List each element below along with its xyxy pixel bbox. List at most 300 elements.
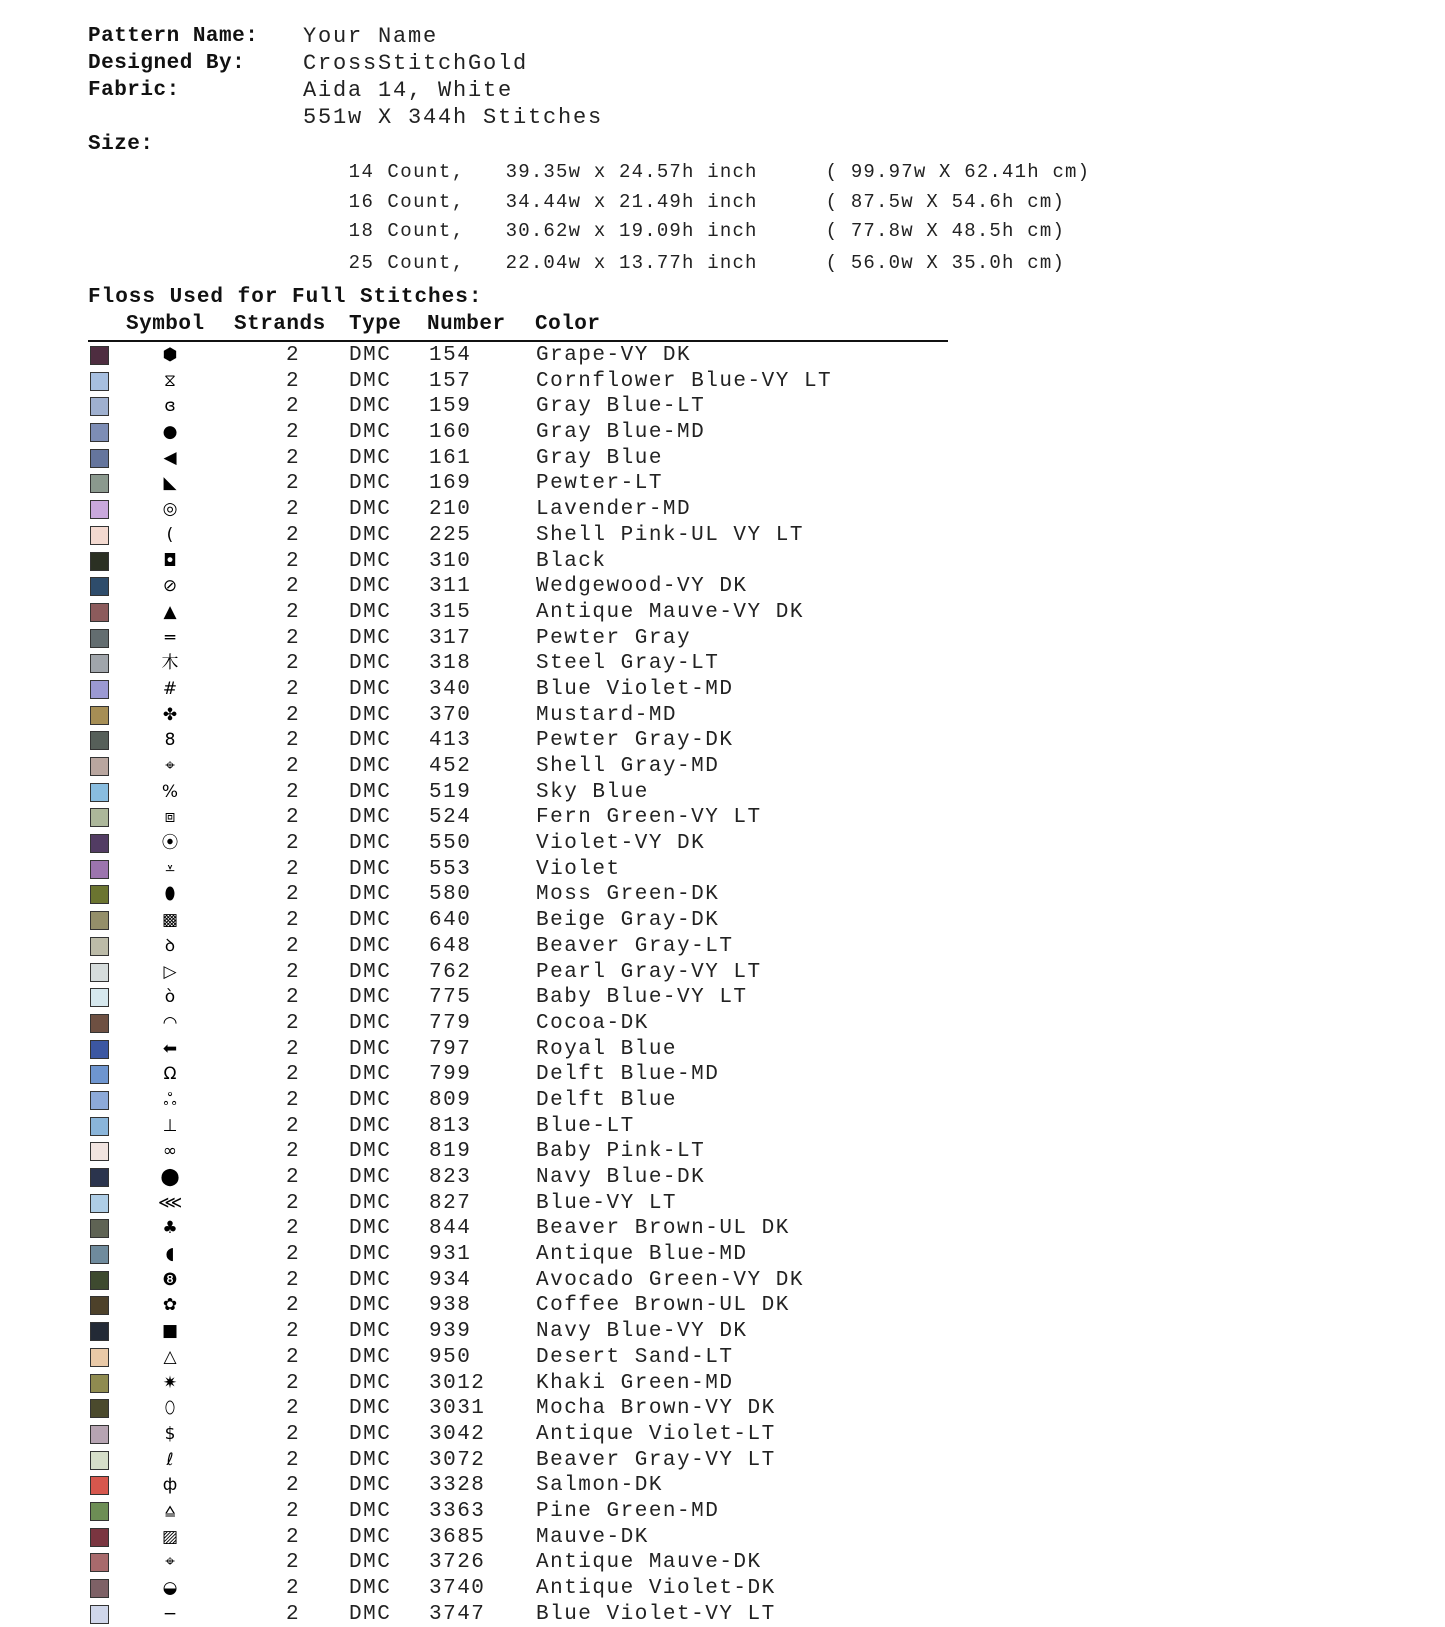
table-row	[0, 703, 1445, 729]
number-cell: 3685	[429, 1525, 486, 1549]
stitch-symbol-icon: ò	[164, 987, 176, 1008]
type-cell: DMC	[349, 934, 392, 958]
color-swatch	[90, 1014, 109, 1033]
strands-cell: 2	[286, 677, 301, 701]
type-cell: DMC	[349, 806, 392, 830]
stitch-symbol-icon: (	[166, 524, 174, 545]
number-cell: 169	[429, 472, 472, 496]
color-name-cell: Black	[536, 549, 607, 573]
strands-cell: 2	[286, 446, 301, 470]
number-cell: 311	[429, 575, 472, 599]
table-row	[0, 857, 1445, 883]
number-cell: 519	[429, 780, 472, 804]
color-name-cell: Sky Blue	[536, 780, 649, 804]
number-cell: 3363	[429, 1499, 486, 1523]
type-cell: DMC	[349, 600, 392, 624]
color-swatch	[90, 372, 109, 391]
strands-cell: 2	[286, 1140, 301, 1164]
number-cell: 452	[429, 755, 472, 778]
color-swatch	[90, 1117, 109, 1136]
color-swatch	[90, 654, 109, 673]
type-cell: DMC	[349, 421, 392, 445]
stitch-symbol-icon: ●	[162, 422, 178, 443]
color-swatch	[90, 1502, 109, 1521]
strands-cell: 2	[286, 1191, 301, 1215]
type-cell: DMC	[349, 1577, 392, 1600]
stitch-symbol-icon: ⌖	[165, 1552, 175, 1573]
size-cm: ( 56.0w X 35.0h cm)	[825, 252, 1066, 274]
size-cm: ( 99.97w X 62.41h cm)	[825, 161, 1091, 183]
designed-by-label: Designed By:	[88, 52, 246, 75]
stitch-symbol-icon: ◎	[162, 499, 178, 520]
table-row	[0, 523, 1445, 549]
color-name-cell: Desert Sand-LT	[536, 1345, 734, 1369]
stitch-count-value: 551w X 344h Stitches	[303, 105, 604, 130]
type-cell: DMC	[349, 549, 392, 573]
designed-by-value: CrossStitchGold	[303, 51, 529, 76]
number-cell: 370	[429, 703, 472, 727]
number-cell: 648	[429, 934, 472, 958]
number-cell: 3747	[429, 1602, 486, 1626]
type-cell: DMC	[349, 909, 392, 933]
table-row	[0, 780, 1445, 806]
table-row	[0, 1422, 1445, 1448]
strands-cell: 2	[286, 1422, 301, 1446]
table-row	[0, 1114, 1445, 1140]
color-name-cell: Wedgewood-VY DK	[536, 575, 748, 599]
stitch-symbol-icon: ◠	[162, 1012, 178, 1033]
color-name-cell: Delft Blue	[536, 1088, 678, 1112]
number-cell: 160	[429, 421, 472, 445]
table-row	[0, 1139, 1445, 1165]
strands-cell: 2	[286, 1037, 301, 1061]
color-name-cell: Khaki Green-MD	[536, 1371, 734, 1395]
color-swatch	[90, 346, 109, 365]
color-swatch	[90, 500, 109, 519]
stitch-symbol-icon: ⩡	[165, 858, 175, 879]
color-swatch	[90, 1168, 109, 1187]
type-cell: DMC	[349, 575, 392, 599]
type-cell: DMC	[349, 960, 392, 984]
type-cell: DMC	[349, 1088, 392, 1112]
stitch-symbol-icon: ❽	[162, 1269, 178, 1290]
number-cell: 317	[429, 626, 472, 650]
table-row	[0, 934, 1445, 960]
stitch-symbol-icon: Ω	[163, 1064, 177, 1085]
color-swatch	[90, 988, 109, 1007]
type-cell: DMC	[349, 1602, 392, 1626]
type-cell: DMC	[349, 1268, 392, 1292]
table-row	[0, 497, 1445, 523]
type-cell: DMC	[349, 1294, 392, 1318]
floss-section-title: Floss Used for Full Stitches:	[88, 286, 483, 309]
stitch-symbol-icon: ■	[161, 1321, 179, 1342]
color-swatch	[90, 834, 109, 853]
color-swatch	[90, 526, 109, 545]
color-swatch	[90, 937, 109, 956]
stitch-symbol-icon: ⋘	[158, 1192, 183, 1213]
table-row	[0, 420, 1445, 446]
stitch-symbol-icon: ⌖	[165, 756, 175, 776]
number-cell: 813	[429, 1114, 472, 1138]
table-row	[0, 343, 1445, 369]
color-swatch	[90, 1194, 109, 1213]
stitch-symbol-icon: ▨	[161, 1526, 179, 1547]
color-swatch	[90, 783, 109, 802]
strands-cell: 2	[286, 1243, 301, 1267]
color-swatch	[90, 1219, 109, 1238]
color-name-cell: Gray Blue-MD	[536, 421, 706, 445]
size-count: 16 Count,	[348, 191, 465, 213]
type-cell: DMC	[349, 857, 392, 881]
strands-cell: 2	[286, 832, 301, 856]
color-swatch	[90, 1245, 109, 1264]
table-row	[0, 1242, 1445, 1268]
type-cell: DMC	[349, 344, 392, 367]
color-name-cell: Delft Blue-MD	[536, 1063, 720, 1087]
number-cell: 779	[429, 1011, 472, 1035]
stitch-symbol-icon: ▷	[163, 961, 177, 982]
color-swatch	[90, 1065, 109, 1084]
number-cell: 797	[429, 1037, 472, 1061]
stitch-symbol-icon: ஃ	[163, 1089, 177, 1110]
type-cell: DMC	[349, 703, 392, 727]
stitch-symbol-icon: ⊥	[162, 1115, 178, 1136]
strands-cell: 2	[286, 1371, 301, 1395]
stitch-symbol-icon: −	[162, 1603, 178, 1624]
color-name-cell: Antique Violet-LT	[536, 1422, 776, 1446]
color-swatch	[90, 1322, 109, 1341]
type-cell: DMC	[349, 626, 392, 650]
table-row	[0, 1550, 1445, 1576]
color-name-cell: Baby Pink-LT	[536, 1140, 706, 1164]
number-cell: 310	[429, 549, 472, 573]
header-color: Color	[535, 313, 601, 336]
color-name-cell: Pewter Gray-DK	[536, 729, 734, 753]
table-row	[0, 985, 1445, 1011]
color-swatch	[90, 1091, 109, 1110]
table-row	[0, 805, 1445, 831]
color-name-cell: Moss Green-DK	[536, 883, 720, 907]
stitch-symbol-icon: ▩	[161, 910, 179, 931]
color-name-cell: Salmon-DK	[536, 1474, 663, 1498]
type-cell: DMC	[349, 472, 392, 496]
type-cell: DMC	[349, 1551, 392, 1575]
strands-cell: 2	[286, 1166, 301, 1189]
color-name-cell: Violet	[536, 857, 621, 881]
table-row	[0, 1037, 1445, 1063]
stitch-symbol-icon: ℓ	[166, 1449, 174, 1470]
number-cell: 799	[429, 1063, 472, 1087]
type-cell: DMC	[349, 1114, 392, 1138]
type-cell: DMC	[349, 1474, 392, 1498]
strands-cell: 2	[286, 1320, 301, 1344]
color-swatch	[90, 1296, 109, 1315]
strands-cell: 2	[286, 1268, 301, 1292]
stitch-symbol-icon: ф	[162, 1475, 178, 1496]
color-swatch	[90, 808, 109, 827]
table-row	[0, 677, 1445, 703]
number-cell: 315	[429, 600, 472, 624]
color-swatch	[90, 1553, 109, 1572]
color-name-cell: Pine Green-MD	[536, 1499, 720, 1523]
type-cell: DMC	[349, 1191, 392, 1215]
type-cell: DMC	[349, 755, 392, 778]
strands-cell: 2	[286, 1217, 301, 1241]
header-type: Type	[349, 313, 402, 336]
color-name-cell: Beaver Gray-VY LT	[536, 1448, 776, 1472]
color-swatch	[90, 757, 109, 776]
number-cell: 340	[429, 677, 472, 701]
color-name-cell: Shell Pink-UL VY LT	[536, 523, 804, 547]
color-swatch	[90, 911, 109, 930]
size-cm: ( 87.5w X 54.6h cm)	[825, 191, 1066, 213]
strands-cell: 2	[286, 549, 301, 573]
number-cell: 413	[429, 729, 472, 753]
color-swatch	[90, 1425, 109, 1444]
color-name-cell: Blue Violet-MD	[536, 677, 734, 701]
color-name-cell: Cornflower Blue-VY LT	[536, 369, 833, 393]
number-cell: 553	[429, 857, 472, 881]
color-swatch	[90, 1579, 109, 1598]
number-cell: 827	[429, 1191, 472, 1215]
table-row	[0, 446, 1445, 472]
number-cell: 524	[429, 806, 472, 830]
stitch-symbol-icon: ◘	[163, 550, 177, 571]
table-row	[0, 754, 1445, 780]
fabric-label: Fabric:	[88, 79, 180, 102]
color-name-cell: Beaver Brown-UL DK	[536, 1217, 790, 1241]
strands-cell: 2	[286, 1345, 301, 1369]
color-swatch	[90, 731, 109, 750]
size-count: 14 Count,	[348, 161, 465, 183]
table-row	[0, 1448, 1445, 1474]
color-name-cell: Navy Blue-VY DK	[536, 1320, 748, 1344]
color-name-cell: Blue-LT	[536, 1114, 635, 1138]
color-name-cell: Shell Gray-MD	[536, 755, 720, 778]
stitch-symbol-icon: %	[161, 781, 179, 802]
number-cell: 154	[429, 344, 472, 367]
strands-cell: 2	[286, 1499, 301, 1523]
color-swatch	[90, 1476, 109, 1495]
stitch-symbol-icon: ⬮	[164, 884, 176, 905]
color-swatch	[90, 474, 109, 493]
stitch-symbol-icon: ♣	[162, 1218, 178, 1239]
table-row	[0, 626, 1445, 652]
color-name-cell: Mauve-DK	[536, 1525, 649, 1549]
color-name-cell: Pearl Gray-VY LT	[536, 960, 762, 984]
type-cell: DMC	[349, 1217, 392, 1241]
stitch-symbol-icon: 8	[164, 730, 176, 751]
table-row	[0, 1499, 1445, 1525]
type-cell: DMC	[349, 883, 392, 907]
type-cell: DMC	[349, 1448, 392, 1472]
strands-cell: 2	[286, 1525, 301, 1549]
number-cell: 809	[429, 1088, 472, 1112]
table-row	[0, 1268, 1445, 1294]
color-name-cell: Avocado Green-VY DK	[536, 1268, 804, 1292]
stitch-symbol-icon: ⬢	[162, 345, 178, 365]
strands-cell: 2	[286, 1294, 301, 1318]
color-swatch	[90, 1605, 109, 1624]
size-inch: 22.04w x 13.77h inch	[505, 252, 758, 274]
table-row	[0, 1525, 1445, 1551]
stitch-symbol-icon: ⊘	[162, 576, 178, 597]
strands-cell: 2	[286, 1602, 301, 1626]
size-label: Size:	[88, 133, 154, 156]
color-name-cell: Mustard-MD	[536, 703, 678, 727]
header-number: Number	[427, 313, 506, 336]
table-row	[0, 574, 1445, 600]
strands-cell: 2	[286, 1114, 301, 1138]
strands-cell: 2	[286, 1397, 301, 1421]
table-row	[0, 651, 1445, 677]
strands-cell: 2	[286, 806, 301, 830]
color-name-cell: Navy Blue-DK	[536, 1166, 706, 1189]
color-swatch	[90, 603, 109, 622]
type-cell: DMC	[349, 1320, 392, 1344]
table-row	[0, 908, 1445, 934]
type-cell: DMC	[349, 523, 392, 547]
stitch-symbol-icon: ✿	[162, 1295, 178, 1316]
size-count: 25 Count,	[348, 252, 465, 274]
stitch-symbol-icon: 木	[161, 653, 179, 674]
stitch-symbol-icon: ⬤	[160, 1167, 180, 1187]
strands-cell: 2	[286, 344, 301, 367]
color-name-cell: Royal Blue	[536, 1037, 678, 1061]
strands-cell: 2	[286, 909, 301, 933]
color-name-cell: Mocha Brown-VY DK	[536, 1397, 776, 1421]
number-cell: 3328	[429, 1474, 486, 1498]
stitch-symbol-icon: ꝺ	[164, 935, 176, 956]
stitch-symbol-icon: ◒	[162, 1578, 178, 1598]
strands-cell: 2	[286, 986, 301, 1010]
fabric-value: Aida 14, White	[303, 78, 514, 103]
strands-cell: 2	[286, 703, 301, 727]
number-cell: 3042	[429, 1422, 486, 1446]
strands-cell: 2	[286, 1063, 301, 1087]
table-row	[0, 1191, 1445, 1217]
table-row	[0, 728, 1445, 754]
type-cell: DMC	[349, 395, 392, 419]
color-swatch	[90, 680, 109, 699]
stitch-symbol-icon: ∞	[162, 1141, 178, 1162]
color-name-cell: Blue Violet-VY LT	[536, 1602, 776, 1626]
strands-cell: 2	[286, 1474, 301, 1498]
strands-cell: 2	[286, 960, 301, 984]
size-inch: 30.62w x 19.09h inch	[505, 220, 758, 242]
number-cell: 3072	[429, 1448, 486, 1472]
table-row	[0, 600, 1445, 626]
number-cell: 819	[429, 1140, 472, 1164]
stitch-symbol-icon: #	[162, 678, 178, 699]
stitch-symbol-icon: ✤	[162, 704, 178, 725]
size-cm: ( 77.8w X 48.5h cm)	[825, 220, 1066, 242]
stitch-symbol-icon: ✷	[162, 1372, 178, 1393]
strands-cell: 2	[286, 780, 301, 804]
stitch-symbol-icon: ɞ	[164, 396, 176, 417]
table-row	[0, 1576, 1445, 1602]
strands-cell: 2	[286, 1551, 301, 1575]
strands-cell: 2	[286, 626, 301, 650]
color-name-cell: Steel Gray-LT	[536, 652, 720, 676]
number-cell: 159	[429, 395, 472, 419]
size-inch: 39.35w x 24.57h inch	[505, 161, 758, 183]
color-name-cell: Pewter Gray	[536, 626, 692, 650]
table-row	[0, 882, 1445, 908]
stitch-symbol-icon: △	[163, 1346, 177, 1367]
table-row	[0, 831, 1445, 857]
strands-cell: 2	[286, 575, 301, 599]
type-cell: DMC	[349, 1037, 392, 1061]
strands-cell: 2	[286, 1577, 301, 1600]
table-row	[0, 1088, 1445, 1114]
color-swatch	[90, 860, 109, 879]
number-cell: 938	[429, 1294, 472, 1318]
stitch-symbol-icon: ◣	[163, 473, 177, 494]
number-cell: 161	[429, 446, 472, 470]
type-cell: DMC	[349, 1166, 392, 1189]
type-cell: DMC	[349, 832, 392, 856]
type-cell: DMC	[349, 1243, 392, 1267]
color-name-cell: Lavender-MD	[536, 498, 692, 522]
color-name-cell: Fern Green-VY LT	[536, 806, 762, 830]
color-name-cell: Grape-VY DK	[536, 344, 692, 367]
type-cell: DMC	[349, 369, 392, 393]
type-cell: DMC	[349, 729, 392, 753]
table-row	[0, 1011, 1445, 1037]
pattern-name-label: Pattern Name:	[88, 25, 259, 48]
table-row	[0, 369, 1445, 395]
strands-cell: 2	[286, 369, 301, 393]
type-cell: DMC	[349, 1525, 392, 1549]
size-count: 18 Count,	[348, 220, 465, 242]
stitch-symbol-icon: ⬯	[164, 1398, 176, 1419]
strands-cell: 2	[286, 421, 301, 445]
type-cell: DMC	[349, 652, 392, 676]
color-name-cell: Violet-VY DK	[536, 832, 706, 856]
table-row	[0, 1602, 1445, 1627]
number-cell: 939	[429, 1320, 472, 1344]
header-strands: Strands	[234, 313, 326, 336]
stitch-symbol-icon: ◖	[165, 1244, 175, 1265]
table-row	[0, 1345, 1445, 1371]
table-row	[0, 1293, 1445, 1319]
color-swatch	[90, 577, 109, 596]
strands-cell: 2	[286, 472, 301, 496]
number-cell: 210	[429, 498, 472, 522]
header-divider	[88, 340, 948, 342]
strands-cell: 2	[286, 1448, 301, 1472]
stitch-symbol-icon: ⧈	[164, 807, 176, 828]
stitch-symbol-icon: ◀	[163, 447, 177, 468]
table-row	[0, 1473, 1445, 1499]
color-name-cell: Antique Blue-MD	[536, 1243, 748, 1267]
strands-cell: 2	[286, 395, 301, 419]
strands-cell: 2	[286, 883, 301, 907]
strands-cell: 2	[286, 934, 301, 958]
type-cell: DMC	[349, 1345, 392, 1369]
stitch-symbol-icon: ⩠	[164, 1500, 176, 1521]
color-swatch	[90, 1399, 109, 1418]
number-cell: 762	[429, 960, 472, 984]
color-name-cell: Beaver Gray-LT	[536, 934, 734, 958]
type-cell: DMC	[349, 1063, 392, 1087]
color-name-cell: Antique Mauve-DK	[536, 1551, 762, 1575]
color-swatch	[90, 1348, 109, 1367]
type-cell: DMC	[349, 677, 392, 701]
strands-cell: 2	[286, 498, 301, 522]
